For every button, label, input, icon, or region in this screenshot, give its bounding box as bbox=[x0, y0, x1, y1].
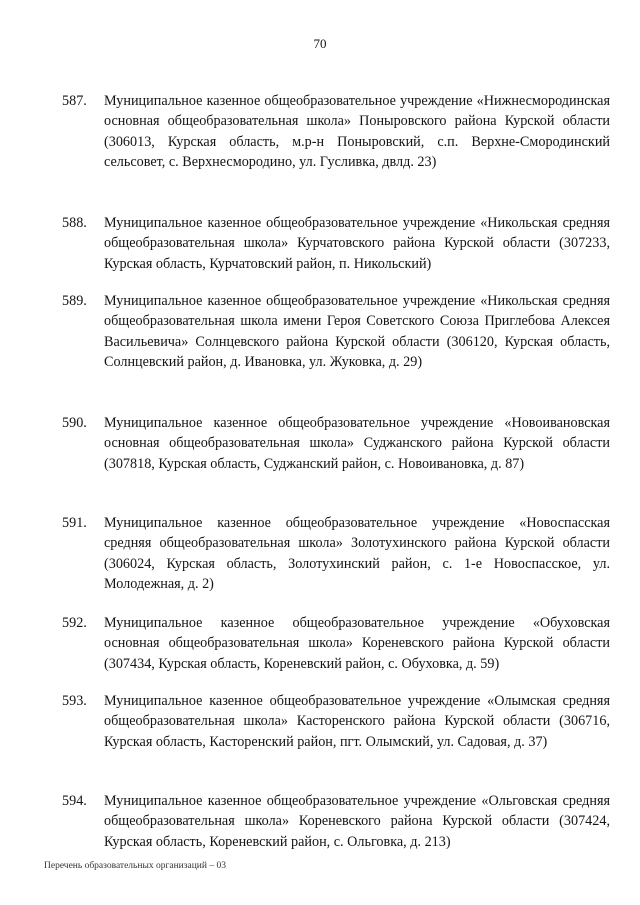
entry-text: Муниципальное казенное общеобразовательное учреждение «Новоспасская средняя общеобразовательная школа» Золотухинского района Курской области (306024, Курская область, Золотухинский район, с. 1-е Новоспасское, ул. Молодежная, д. 2) bbox=[104, 515, 610, 592]
list-item bbox=[62, 691, 610, 791]
page-footer: Перечень образовательных организаций – 03 bbox=[44, 861, 226, 871]
entry-text: Муниципальное казенное общеобразовательное учреждение «Новоивановская основная общеобразовательная школа» Суджанского района Курской области (307818, Курская область, Суджанский район, с. Новоивановка, д. 87) bbox=[104, 415, 610, 472]
page-number: 70 bbox=[313, 36, 327, 51]
list-item bbox=[62, 91, 610, 213]
entry-number: 592. bbox=[62, 615, 87, 631]
list-item bbox=[62, 513, 610, 613]
entry-text: Муниципальное казенное общеобразовательное учреждение «Олымская средняя общеобразовательная школа» Касторенского района Курской области (306716, Курская область, Касторенский район, пгт. Олымский, ул. Садовая, д. 37) bbox=[104, 693, 610, 750]
list-item bbox=[62, 791, 610, 851]
entry-number: 589. bbox=[62, 293, 87, 309]
entry-text: Муниципальное казенное общеобразовательное учреждение «Ольговская средняя общеобразовательная школа» Кореневского района Курской области (307424, Курская область, Кореневский район, с. Ольговка, д. 213) bbox=[104, 793, 610, 850]
list-item bbox=[62, 213, 610, 291]
list-item bbox=[62, 291, 610, 413]
list-item bbox=[62, 613, 610, 691]
list-item bbox=[62, 413, 610, 513]
entry-number: 593. bbox=[62, 693, 87, 709]
entry-text: Муниципальное казенное общеобразовательное учреждение «Никольская средняя общеобразовательная школа имени Героя Советского Союза Приглебова Алексея Васильевича» Солнцевского района Курской области (306120, Курская область, Солнцевский район, д. Ивановка, ул. Жуковка, д. 29) bbox=[104, 293, 610, 370]
entry-number: 588. bbox=[62, 215, 87, 231]
entry-text: Муниципальное казенное общеобразовательное учреждение «Нижнесмородинская основная общеобразовательная школа» Поныровского района Курской области (306013, Курская область, м.р-н Поныровский, с.п. Верхне-Смородинский сельсовет, с. Верхнесмородино, ул. Гусливка, двлд. 23) bbox=[104, 93, 610, 170]
entry-number: 594. bbox=[62, 793, 87, 809]
entry-text: Муниципальное казенное общеобразовательное учреждение «Никольская средняя общеобразовательная школа» Курчатовского района Курской области (307233, Курская область, Курчатовский район, п. Никольский) bbox=[104, 215, 610, 272]
entry-list bbox=[62, 91, 610, 851]
entry-number: 590. bbox=[62, 415, 87, 431]
entry-text: Муниципальное казенное общеобразовательное учреждение «Обуховская основная общеобразовательная школа» Кореневского района Курской области (307434, Курская область, Кореневский район, с. Обуховка, д. 59) bbox=[104, 615, 610, 672]
entry-number: 587. bbox=[62, 93, 87, 109]
entry-number: 591. bbox=[62, 515, 87, 531]
